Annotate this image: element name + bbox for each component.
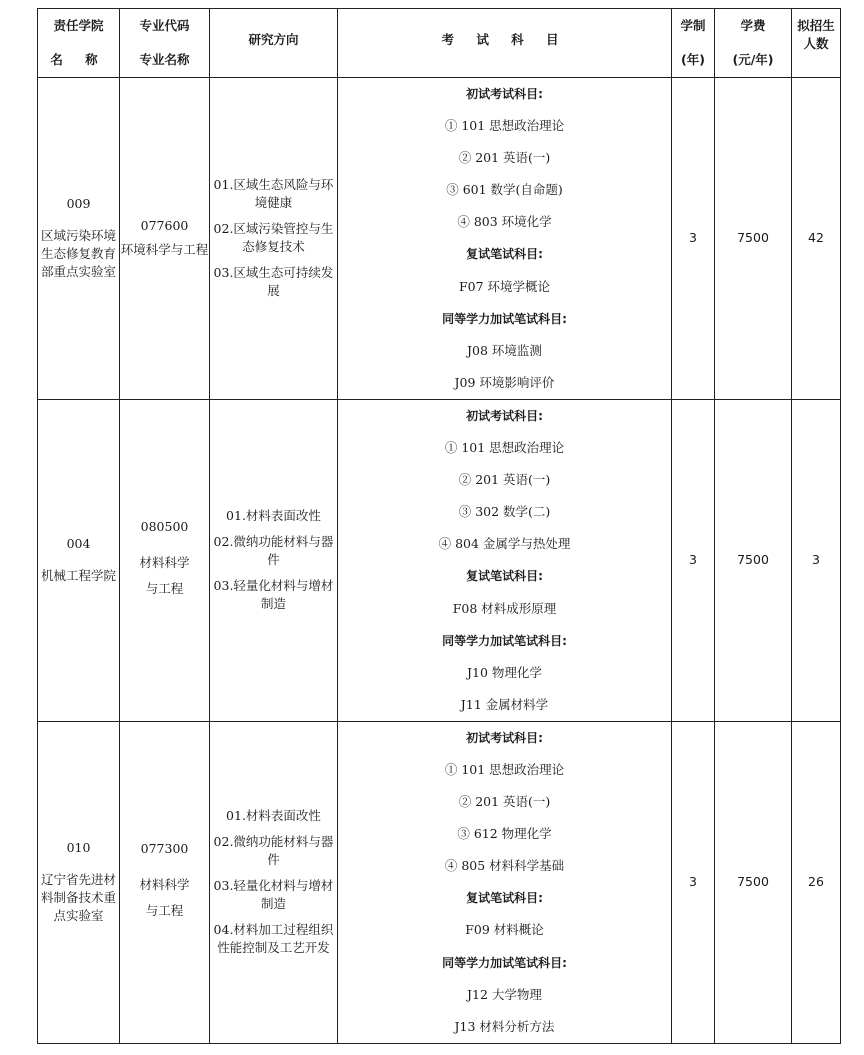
direction-cell (210, 78, 338, 400)
direction-item: 02.微纳功能材料与器件 (213, 834, 334, 868)
header-fee-line1: 学费 (740, 18, 766, 33)
subject-item: ② 201 英语(一) (458, 150, 551, 166)
major-cell (120, 399, 210, 721)
dept-code: 004 (66, 536, 91, 552)
direction-item: 03.轻量化材料与增材制造 (213, 878, 334, 912)
subjects-cell (338, 78, 672, 400)
direction-item: 04.材料加工过程组织性能控制及工艺开发 (213, 922, 334, 956)
subject-heading: 复试笔试科目: (466, 247, 543, 262)
subject-heading: 复试笔试科目: (466, 569, 543, 584)
subject-heading: 初试考试科目: (466, 730, 543, 745)
dept-cell (38, 78, 120, 400)
dept-name: 区域污染环境生态修复教育部重点实验室 (40, 228, 116, 280)
years-cell: 3 (672, 78, 715, 400)
major-name: 环境科学与工程 (120, 242, 209, 258)
fee-cell: 7500 (715, 399, 792, 721)
subject-item: J11 金属材料学 (460, 696, 549, 712)
major-code: 080500 (140, 519, 189, 535)
major-cell (120, 721, 210, 1043)
subject-heading: 同等学力加试笔试科目: (442, 633, 567, 648)
fee-cell: 7500 (715, 721, 792, 1043)
subject-item: ① 101 思想政治理论 (444, 118, 565, 134)
subject-item: J13 材料分析方法 (454, 1018, 555, 1034)
table-row (38, 721, 841, 1043)
subject-item: J09 环境影响评价 (454, 374, 555, 390)
admission-catalog-table (37, 8, 841, 1044)
fee-cell: 7500 (715, 78, 792, 400)
subject-item: ④ 803 环境化学 (457, 214, 552, 230)
subject-item: ① 101 思想政治理论 (444, 440, 565, 456)
major-name-line2: 与工程 (145, 581, 184, 597)
header-direction-label: 研究方向 (248, 32, 299, 47)
header-major-line2: 专业名称 (139, 52, 190, 67)
header-years (672, 9, 715, 78)
header-row (38, 9, 841, 78)
subject-item: J10 物理化学 (467, 664, 542, 680)
header-dept-line1: 责任学院 (53, 18, 104, 33)
quota-cell: 26 (792, 721, 841, 1043)
subject-item: ① 101 思想政治理论 (444, 762, 565, 777)
dept-code: 009 (66, 196, 91, 212)
subject-item: ③ 612 物理化学 (457, 826, 552, 842)
major-name-line2: 与工程 (145, 903, 184, 919)
header-subjects-label: 考 试 科 目 (441, 32, 568, 47)
subject-item: ④ 805 材料科学基础 (444, 858, 565, 874)
header-major (120, 9, 210, 78)
direction-item: 03.轻量化材料与增材制造 (213, 578, 334, 612)
header-fee-line2: (元/年) (732, 52, 774, 67)
header-quota-line1: 拟招生 (797, 18, 835, 33)
direction-item: 03.区域生态可持续发展 (213, 265, 334, 299)
dept-name: 辽宁省先进材料制备技术重点实验室 (40, 872, 116, 924)
header-quota-line2: 人数 (803, 36, 829, 51)
subject-heading: 初试考试科目: (466, 408, 543, 423)
header-quota (792, 9, 841, 78)
subject-item: ② 201 英语(一) (458, 794, 551, 810)
header-dept (38, 9, 120, 78)
subject-item: J12 大学物理 (467, 986, 542, 1002)
direction-cell (210, 721, 338, 1043)
major-code: 077300 (140, 841, 189, 857)
header-direction (210, 9, 338, 78)
dept-name: 机械工程学院 (40, 568, 116, 584)
subject-item: F07 环境学概论 (458, 278, 551, 294)
subject-item: ② 201 英语(一) (458, 472, 551, 488)
quota-cell: 42 (792, 78, 841, 400)
header-dept-line2: 名 称 (50, 52, 107, 67)
dept-code: 010 (66, 840, 91, 856)
header-fee (715, 9, 792, 78)
subjects-cell (338, 721, 672, 1043)
subjects-cell (338, 399, 672, 721)
dept-cell (38, 721, 120, 1043)
table-row (38, 78, 841, 400)
subject-heading: 同等学力加试笔试科目: (442, 955, 567, 970)
years-cell: 3 (672, 399, 715, 721)
major-name-line1: 材料科学 (139, 877, 190, 893)
direction-cell (210, 399, 338, 721)
subject-item: F08 材料成形原理 (452, 600, 557, 616)
table-row (38, 399, 841, 721)
years-cell: 3 (672, 721, 715, 1043)
major-cell (120, 78, 210, 400)
direction-item: 01.区域生态风险与环境健康 (213, 177, 334, 211)
header-years-line1: 学制 (680, 18, 706, 33)
major-code: 077600 (140, 218, 189, 234)
subject-heading: 初试考试科目: (466, 87, 543, 101)
major-name-line1: 材料科学 (139, 555, 190, 571)
subject-heading: 同等学力加试笔试科目: (442, 311, 567, 326)
header-years-line2: (年) (681, 52, 705, 67)
subject-item: F09 材料概论 (465, 922, 544, 938)
subject-item: ④ 804 金属学与热处理 (438, 536, 571, 552)
subject-item: ③ 302 数学(二) (458, 504, 551, 520)
direction-item: 02.微纳功能材料与器件 (213, 534, 334, 568)
header-major-line1: 专业代码 (139, 18, 190, 33)
subject-heading: 复试笔试科目: (466, 891, 543, 906)
header-subjects (338, 9, 672, 78)
direction-item: 01.材料表面改性 (226, 508, 321, 524)
direction-item: 02.区域污染管控与生态修复技术 (213, 221, 334, 255)
subject-item: J08 环境监测 (467, 342, 542, 358)
direction-item: 01.材料表面改性 (226, 808, 321, 824)
dept-cell (38, 399, 120, 721)
quota-cell: 3 (792, 399, 841, 721)
subject-item: ③ 601 数学(自命题) (446, 182, 563, 198)
